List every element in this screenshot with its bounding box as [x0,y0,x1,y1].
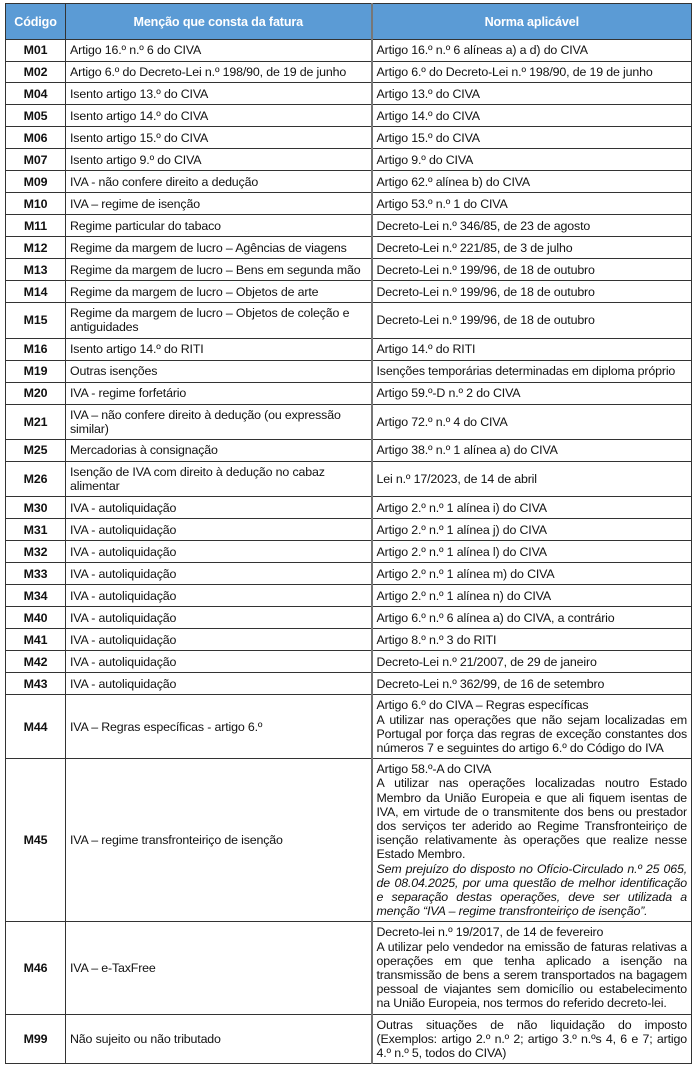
table-row [6,40,692,62]
row-norm: Artigo 53.º n.º 1 do CIVA [372,193,692,215]
row-mention: Isenção de IVA com direito à dedução no cabaz alimentar [66,462,372,497]
table-row [6,922,692,1014]
table-row [6,462,692,497]
row-norm: Isenções temporárias determinadas em diploma próprio [372,360,692,382]
row-norm: Decreto-Lei n.º 221/85, de 3 de julho [372,237,692,259]
table-row [6,497,692,519]
header-code: Código [6,4,66,40]
row-mention: Regime da margem de lucro – Bens em segunda mão [66,259,372,281]
row-code: M15 [6,303,66,338]
row-code: M40 [6,607,66,629]
row-code: M19 [6,360,66,382]
row-norm: Decreto-Lei n.º 21/2007, de 29 de janeiro [372,651,692,673]
table-row [6,193,692,215]
table-row [6,607,692,629]
row-norm: Decreto-Lei n.º 346/85, de 23 de agosto [372,215,692,237]
row-norm: Artigo 2.º n.º 1 alínea i) do CIVA [372,497,692,519]
table-row [6,1014,692,1064]
row-norm: Artigo 13.º do CIVA [372,83,692,105]
row-code: M21 [6,404,66,439]
row-mention: Isento artigo 9.º do CIVA [66,149,372,171]
row-mention: Isento artigo 15.º do CIVA [66,127,372,149]
row-norm: Artigo 2.º n.º 1 alínea n) do CIVA [372,585,692,607]
row-mention: IVA – não confere direito à dedução (ou expressão similar) [66,404,372,439]
norm-note-italic: Sem prejuízo do disposto no Ofício-Circulado n.º 25 065, de 08.04.2025, por uma questão de melhor identificação e separação destas operações, deve ser utilizada a menção “IVA – regime transfronteiriço de isenção”. [376,861,687,919]
row-norm: Artigo 15.º do CIVA [372,127,692,149]
table-header-row [6,4,692,40]
table-row [6,338,692,360]
row-mention: IVA - autoliquidação [66,585,372,607]
row-mention: IVA - não confere direito a dedução [66,171,372,193]
row-mention: IVA – regime de isenção [66,193,372,215]
row-code: M30 [6,497,66,519]
table-row [6,171,692,193]
row-mention: IVA - autoliquidação [66,651,372,673]
row-norm: Artigo 6.º do Decreto-Lei n.º 198/90, de 19 de junho [372,62,692,83]
table-row [6,651,692,673]
row-code: M42 [6,651,66,673]
row-code: M05 [6,105,66,127]
row-mention: Regime da margem de lucro – Agências de viagens [66,237,372,259]
table-row [6,585,692,607]
row-norm: Artigo 14.º do CIVA [372,105,692,127]
row-code: M34 [6,585,66,607]
norm-note: A utilizar nas operações que não sejam localizadas em Portugal por força das regras de exceção constantes dos números 7 e seguintes do artigo 6.º do Código do IVA [376,712,687,756]
row-mention: IVA - regime forfetário [66,382,372,404]
header-mention: Menção que consta da fatura [66,4,372,40]
header-norm: Norma aplicável [372,4,692,40]
row-norm: Decreto-Lei n.º 199/96, de 18 de outubro [372,281,692,303]
row-norm: Artigo 59.º-D n.º 2 do CIVA [372,382,692,404]
row-code: M09 [6,171,66,193]
row-mention: Regime particular do tabaco [66,215,372,237]
row-code: M13 [6,259,66,281]
table-row [6,303,692,338]
row-norm: Decreto-Lei n.º 199/96, de 18 de outubro [372,259,692,281]
row-norm: Artigo 62.º alínea b) do CIVA [372,171,692,193]
row-code: M44 [6,695,66,759]
row-norm: Artigo 38.º n.º 1 alínea a) do CIVA [372,440,692,462]
row-mention: Isento artigo 14.º do CIVA [66,105,372,127]
row-mention: IVA – Regras específicas - artigo 6.º [66,695,372,759]
table-row [6,127,692,149]
row-mention: IVA - autoliquidação [66,607,372,629]
row-norm: Artigo 2.º n.º 1 alínea m) do CIVA [372,563,692,585]
table-row [6,440,692,462]
row-norm [372,922,692,1014]
norm-note: A utilizar nas operações localizadas noutro Estado Membro da União Europeia e que ali fiquem isentas de IVA, em virtude de o transmitente dos bens ou prestador dos serviços ter aderido ao Regime Transfronteiriço de isenção relativamente às operações que realize nesse Estado Membro. [376,776,687,862]
row-code: M26 [6,462,66,497]
row-code: M14 [6,281,66,303]
table-row [6,149,692,171]
row-mention: Mercadorias à consignação [66,440,372,462]
table-row [6,519,692,541]
row-code: M12 [6,237,66,259]
norm-reference: Artigo 6.º do CIVA – Regras específicas [376,698,589,713]
table-row [6,629,692,651]
row-norm: Artigo 8.º n.º 3 do RITI [372,629,692,651]
row-mention: Isento artigo 13.º do CIVA [66,83,372,105]
row-mention: IVA – e-TaxFree [66,922,372,1014]
row-code: M20 [6,382,66,404]
row-code: M06 [6,127,66,149]
row-mention: Outras isenções [66,360,372,382]
row-code: M46 [6,922,66,1014]
row-norm [372,695,692,759]
row-mention: IVA - autoliquidação [66,497,372,519]
row-mention: IVA - autoliquidação [66,629,372,651]
row-mention: Regime da margem de lucro – Objetos de arte [66,281,372,303]
table-row [6,237,692,259]
row-mention: IVA - autoliquidação [66,541,372,563]
row-mention: IVA - autoliquidação [66,519,372,541]
row-code: M33 [6,563,66,585]
row-norm: Artigo 2.º n.º 1 alínea l) do CIVA [372,541,692,563]
table-row [6,695,692,759]
row-norm: Decreto-Lei n.º 199/96, de 18 de outubro [372,303,692,338]
row-mention: IVA - autoliquidação [66,563,372,585]
table-row [6,83,692,105]
row-mention: Artigo 6.º do Decreto-Lei n.º 198/90, de 19 de junho [66,62,372,83]
table-row [6,215,692,237]
row-mention: Isento artigo 14.º do RITI [66,338,372,360]
row-code: M99 [6,1014,66,1064]
table-row [6,673,692,695]
row-norm: Artigo 72.º n.º 4 do CIVA [372,404,692,439]
row-norm: Artigo 9.º do CIVA [372,149,692,171]
row-norm: Artigo 16.º n.º 6 alíneas a) a d) do CIVA [372,40,692,62]
table-row [6,404,692,439]
row-norm: Decreto-Lei n.º 362/99, de 16 de setembro [372,673,692,695]
row-code: M10 [6,193,66,215]
row-norm: Artigo 14.º do RITI [372,338,692,360]
table-row [6,382,692,404]
table-row [6,541,692,563]
norm-reference: Artigo 58.º-A do CIVA [376,762,492,777]
table-row [6,62,692,83]
row-norm: Artigo 6.º n.º 6 alínea a) do CIVA, a contrário [372,607,692,629]
table-row [6,360,692,382]
table-row [6,759,692,922]
row-norm: Outras situações de não liquidação do imposto (Exemplos: artigo 2.º n.º 2; artigo 3.º n.ºs 4, 6 e 7; artigo 4.º n.º 5, todos do CIVA) [372,1014,692,1064]
row-mention: Não sujeito ou não tributado [66,1014,372,1064]
row-mention: IVA – regime transfronteiriço de isenção [66,759,372,922]
row-norm: Artigo 2.º n.º 1 alínea j) do CIVA [372,519,692,541]
row-mention: IVA - autoliquidação [66,673,372,695]
row-code: M11 [6,215,66,237]
row-code: M16 [6,338,66,360]
row-code: M41 [6,629,66,651]
row-code: M43 [6,673,66,695]
row-code: M45 [6,759,66,922]
row-mention: Regime da margem de lucro – Objetos de coleção e antiguidades [66,303,372,338]
table-row [6,281,692,303]
table-row [6,105,692,127]
row-code: M01 [6,40,66,62]
vat-exemption-codes-table [5,3,692,1064]
norm-note: A utilizar pelo vendedor na emissão de faturas relativas a operações em que tenha aplicado a isenção na transmissão de bens a serem transportados na bagagem pessoal de viajantes sem domicílio ou estabelecimento na União Europeia, nos termos do referido decreto-lei. [376,939,687,1011]
row-code: M31 [6,519,66,541]
table-row [6,259,692,281]
row-code: M25 [6,440,66,462]
row-mention: Artigo 16.º n.º 6 do CIVA [66,40,372,62]
row-norm: Lei n.º 17/2023, de 14 de abril [372,462,692,497]
row-code: M04 [6,83,66,105]
row-code: M32 [6,541,66,563]
table-body [6,40,692,1064]
row-code: M07 [6,149,66,171]
table-row [6,563,692,585]
row-norm [372,759,692,922]
row-code: M02 [6,62,66,83]
norm-reference: Decreto-lei n.º 19/2017, de 14 de fevereiro [376,925,604,940]
